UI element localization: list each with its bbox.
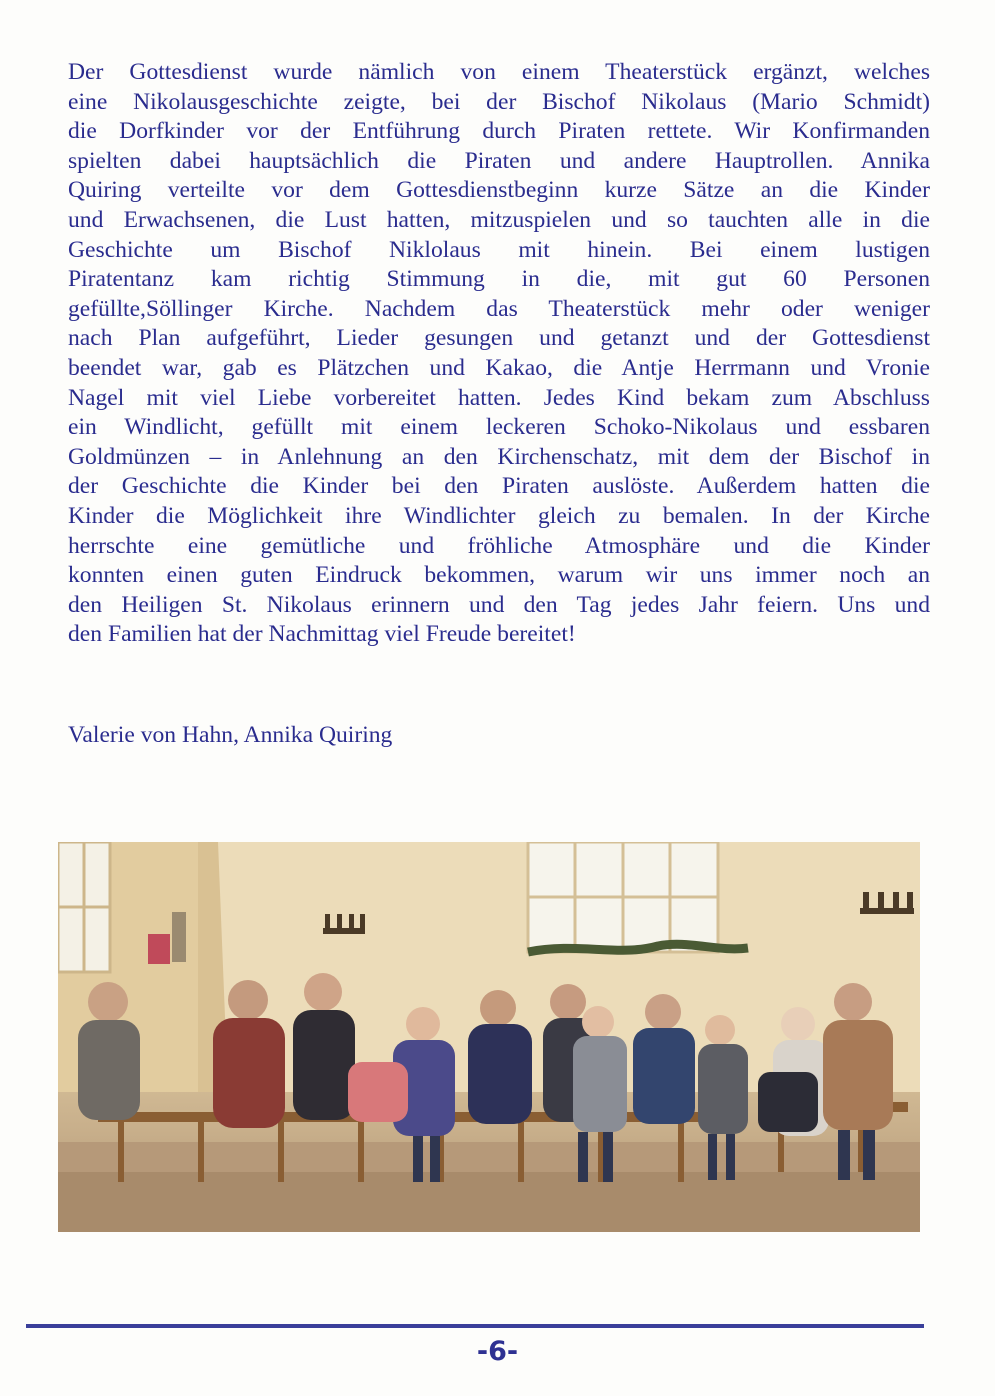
article-line: nach Plan aufgeführt, Lieder gesungen und getanzt und der Gottesdienst	[68, 325, 930, 352]
article-line: herrschte eine gemütliche und fröhliche Atmosphäre und die Kinder	[68, 532, 930, 559]
author-signature: Valerie von Hahn, Annika Quiring	[68, 722, 393, 748]
article-body	[68, 58, 930, 650]
footer-divider	[26, 1324, 924, 1328]
article-line: konnten einen guten Eindruck bekommen, warum wir uns immer noch an	[68, 562, 930, 589]
article-line: Geschichte um Bischof Niklolaus mit hinein. Bei einem lustigen	[68, 236, 930, 263]
article-line: Quiring verteilte vor dem Gottesdienstbeginn kurze Sätze an die Kinder	[68, 177, 930, 204]
article-line: der Geschichte die Kinder bei den Piraten auslöste. Außerdem hatten die	[68, 473, 930, 500]
article-line: Nagel mit viel Liebe vorbereitet hatten. Jedes Kind bekam zum Abschluss	[68, 384, 930, 411]
page-number: -6-	[476, 1336, 519, 1367]
article-line: spielten dabei hauptsächlich die Piraten und andere Hauptrollen. Annika	[68, 147, 930, 174]
church-photo-illustration	[58, 842, 920, 1232]
article-line: eine Nikolausgeschichte zeigte, bei der Bischof Nikolaus (Mario Schmidt)	[68, 88, 930, 115]
article-line: die Dorfkinder vor der Entführung durch Piraten rettete. Wir Konfirmanden	[68, 118, 930, 145]
article-line: den Heiligen St. Nikolaus erinnern und den Tag jedes Jahr feiern. Uns und	[68, 591, 930, 618]
article-line: Piratentanz kam richtig Stimmung in die, mit gut 60 Personen	[68, 266, 930, 293]
article-line: Der Gottesdienst wurde nämlich von einem Theaterstück ergänzt, welches	[68, 59, 930, 85]
article-line: gefüllte,Söllinger Kirche. Nachdem das Theaterstück mehr oder weniger	[68, 295, 930, 322]
article-line: und Erwachsenen, die Lust hatten, mitzuspielen und so tauchten alle in die	[68, 206, 930, 233]
church-photo	[58, 842, 920, 1232]
article-line: Goldmünzen – in Anlehnung an den Kirchenschatz, mit dem der Bischof in	[68, 443, 930, 470]
article-line: den Familien hat der Nachmittag viel Freude bereitet!	[68, 621, 576, 648]
article-line: beendet war, gab es Plätzchen und Kakao, die Antje Herrmann und Vronie	[68, 354, 930, 381]
article-line: ein Windlicht, gefüllt mit einem leckeren Schoko-Nikolaus und essbaren	[68, 414, 930, 441]
article-line: Kinder die Möglichkeit ihre Windlichter gleich zu bemalen. In der Kirche	[68, 502, 930, 529]
